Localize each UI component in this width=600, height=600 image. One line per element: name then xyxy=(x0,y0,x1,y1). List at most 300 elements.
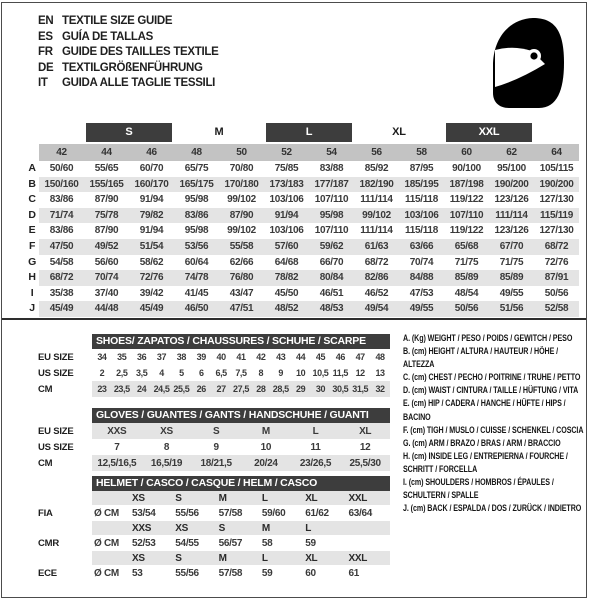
cell: 24,5 xyxy=(153,384,170,394)
size-band-spacer xyxy=(534,122,579,144)
size-row-b xyxy=(25,177,579,193)
cell: 53/54 xyxy=(132,507,156,519)
cell: 59/60 xyxy=(261,507,286,519)
size-row-a xyxy=(25,161,579,177)
size-value: 49/55 xyxy=(499,287,524,299)
size-row-j xyxy=(25,301,579,317)
cell: 13 xyxy=(375,368,385,378)
row-label-fia: FIA xyxy=(38,505,92,521)
cell: 30 xyxy=(315,384,326,394)
row-letter: I xyxy=(30,286,34,299)
size-value: 91/94 xyxy=(264,208,309,224)
size-value: 85/89 xyxy=(489,270,534,286)
size-header-42: 42 xyxy=(39,144,84,161)
size-value: 57/60 xyxy=(264,239,309,255)
size-value: 115/118 xyxy=(405,194,438,206)
header-spacer xyxy=(38,408,92,423)
size-value: 111/114 xyxy=(489,208,534,224)
cell: 23 xyxy=(97,384,107,394)
size-header-64: 64 xyxy=(534,144,579,161)
size-value: 119/122 xyxy=(449,194,484,206)
size-value: 71/74 xyxy=(39,208,84,224)
row-label-us-size: US SIZE xyxy=(38,365,92,381)
helmet-sizes-row-cmr xyxy=(38,521,390,535)
size-value: 55/58 xyxy=(219,239,264,255)
size-value: 87/95 xyxy=(409,163,434,174)
size-value: 103/106 xyxy=(269,194,304,206)
cell: 59 xyxy=(305,537,316,549)
legend-item-i: I. (cm) SHOULDERS / HOMBROS / ÉPAULES / SCHULTERN / SPALLE xyxy=(403,477,554,501)
row-label-eu-size: EU SIZE xyxy=(38,349,92,365)
size-band-m xyxy=(174,122,264,144)
size-value: 99/102 xyxy=(227,225,256,237)
language-code: DE xyxy=(38,61,54,74)
cell: 6,5 xyxy=(215,368,227,378)
size-value: 41/45 xyxy=(184,287,209,299)
size-value: 150/160 xyxy=(39,177,84,193)
cell: 7,5 xyxy=(235,368,247,378)
cell: 56/57 xyxy=(218,537,243,549)
row-label-cmr: CMR xyxy=(38,535,92,551)
size-value: 155/165 xyxy=(84,177,129,193)
cell: 11,5 xyxy=(332,368,349,378)
size-header-58: 58 xyxy=(399,144,444,161)
size-value: 87/90 xyxy=(94,225,119,237)
size-band-label: M xyxy=(214,126,224,138)
size-value: 91/94 xyxy=(139,194,164,206)
cell: 2 xyxy=(99,368,105,378)
size-value: 50/60 xyxy=(49,163,74,174)
size-band-xxl xyxy=(444,122,534,144)
cell: 63/64 xyxy=(348,507,373,519)
size-value: 95/100 xyxy=(497,163,526,174)
size-header-54: 54 xyxy=(309,144,354,161)
size-value: 45/50 xyxy=(274,287,299,299)
legend-item-f: F. (cm) TIGH / MUSLO / CUISSE / SCHENKEL / COSCIA xyxy=(403,424,584,435)
size-band-xl xyxy=(354,122,444,144)
size-value: 111/114 xyxy=(360,225,393,237)
cell: 4 xyxy=(159,368,164,378)
size-value: 107/110 xyxy=(314,225,349,237)
helmet-row-cmr xyxy=(38,535,390,551)
size-band-label: XL xyxy=(392,126,406,138)
cell: 6 xyxy=(198,368,204,378)
size-value: 127/130 xyxy=(539,225,574,237)
row-cm xyxy=(38,381,390,397)
size-value: 47/50 xyxy=(39,239,84,255)
cell: 18/21,5 xyxy=(200,457,232,469)
size-value: 87/91 xyxy=(534,270,579,286)
cell: 41 xyxy=(236,352,246,362)
size-value: 47/51 xyxy=(219,301,264,317)
cell: 23,5 xyxy=(113,384,130,394)
cell: 9 xyxy=(278,368,284,378)
cell: XXS xyxy=(107,425,127,437)
size-value: 51/56 xyxy=(489,301,534,317)
helmet-size-s: S xyxy=(175,552,182,564)
language-title: GUIDA ALLE TAGLIE TESSILI xyxy=(62,77,216,90)
size-value: 99/102 xyxy=(227,194,256,206)
cell: 60 xyxy=(305,567,316,579)
size-value: 44/48 xyxy=(84,301,129,317)
size-row-e xyxy=(25,223,579,239)
size-value: 84/88 xyxy=(399,270,444,286)
gloves-table-title: GLOVES / GUANTES / GANTS / HANDSCHUHE / GUANTI xyxy=(92,408,390,423)
row-letter: H xyxy=(28,271,36,284)
cell: 12 xyxy=(355,368,365,378)
spacer xyxy=(92,521,130,535)
language-title: GUÍA DE TALLAS xyxy=(62,30,153,43)
size-value: 80/84 xyxy=(309,270,354,286)
diameter-cm-label: Ø CM xyxy=(94,567,119,579)
language-code: IT xyxy=(38,77,48,90)
cell: 32 xyxy=(375,384,385,394)
band-letter-spacer xyxy=(25,122,39,144)
size-band-l xyxy=(264,122,354,144)
size-value: 72/76 xyxy=(544,256,569,268)
helmet-size-l: L xyxy=(261,492,268,504)
size-header-56: 56 xyxy=(354,144,399,161)
size-value: 115/118 xyxy=(405,225,438,237)
helmet-size-l: L xyxy=(261,552,268,564)
size-header-48: 48 xyxy=(174,144,219,161)
eu-size-header-row xyxy=(25,144,579,161)
textile-size-table xyxy=(25,122,579,317)
cell: 47 xyxy=(355,352,365,362)
helmet-size-l: L xyxy=(305,522,311,534)
size-value: 173/183 xyxy=(264,177,309,193)
cell: 45 xyxy=(315,352,326,362)
size-value: 47/53 xyxy=(409,287,434,299)
language-code: FR xyxy=(38,46,53,59)
size-row-h xyxy=(25,270,579,286)
header-spacer xyxy=(38,334,92,349)
cell: S xyxy=(212,425,220,437)
size-header-60: 60 xyxy=(444,144,489,161)
size-value: 54/58 xyxy=(49,256,74,268)
helmet-table-title: HELMET / CASCO / CASQUE / HELM / CASCO xyxy=(92,476,390,491)
size-header-52: 52 xyxy=(264,144,309,161)
size-value: 60/70 xyxy=(139,163,164,174)
row-label-eu-size: EU SIZE xyxy=(38,423,92,439)
section-divider xyxy=(2,318,586,320)
size-value: 103/106 xyxy=(399,208,444,224)
size-value: 72/76 xyxy=(129,270,174,286)
language-title: TEXTILE SIZE GUIDE xyxy=(62,15,173,27)
cell: 10,5 xyxy=(312,368,329,378)
size-band-label: XXL xyxy=(446,123,532,142)
size-header-62: 62 xyxy=(489,144,534,161)
size-value: 55/65 xyxy=(94,163,119,174)
cell: 57/58 xyxy=(218,507,243,519)
size-value: 111/114 xyxy=(360,194,393,206)
size-value: 85/92 xyxy=(364,163,389,174)
row-us-size xyxy=(38,365,390,381)
size-value: 123/126 xyxy=(494,225,529,237)
size-value: 83/88 xyxy=(319,163,344,174)
language-code: ES xyxy=(38,30,53,43)
cell: 10 xyxy=(295,368,306,378)
size-value: 59/62 xyxy=(309,239,354,255)
size-value: 70/80 xyxy=(229,163,254,174)
size-value: 165/175 xyxy=(174,177,219,193)
size-value: 76/80 xyxy=(219,270,264,286)
size-value: 49/52 xyxy=(84,239,129,255)
size-value: 56/60 xyxy=(94,256,119,268)
size-value: 99/102 xyxy=(354,208,399,224)
size-band-row xyxy=(25,122,579,144)
size-value: 190/200 xyxy=(534,177,579,193)
size-value: 71/75 xyxy=(499,256,524,268)
cell: 28,5 xyxy=(272,384,289,394)
cell: 5 xyxy=(179,368,184,378)
size-band-label: L xyxy=(266,123,352,142)
size-value: 95/98 xyxy=(184,194,209,206)
row-letter: J xyxy=(29,302,35,315)
gloves-table-header xyxy=(38,408,390,423)
size-row-d xyxy=(25,208,579,224)
cell: 27 xyxy=(216,384,226,394)
size-value: 170/180 xyxy=(219,177,264,193)
helmet-table-rows xyxy=(38,491,390,581)
cell: 39 xyxy=(196,352,206,362)
helmet-row-fia xyxy=(38,505,390,521)
size-value: 66/70 xyxy=(319,256,344,268)
size-value: 61/63 xyxy=(354,239,399,255)
cell: 46 xyxy=(335,352,345,362)
size-row-f xyxy=(25,239,579,255)
size-value: 75/78 xyxy=(84,208,129,224)
cell: 16,5/19 xyxy=(150,457,183,469)
cell: 37 xyxy=(156,352,167,362)
row-letter: D xyxy=(28,208,36,221)
shoes-table xyxy=(38,334,390,397)
row-us-size xyxy=(38,439,390,455)
row-cm xyxy=(38,455,390,471)
size-letter-spacer xyxy=(25,144,39,161)
header-spacer xyxy=(38,476,92,491)
size-value: 35/38 xyxy=(49,287,74,299)
cell: 59 xyxy=(261,567,273,579)
size-value: 177/187 xyxy=(309,177,354,193)
language-row-en xyxy=(38,14,219,30)
size-header-50: 50 xyxy=(219,144,264,161)
size-value: 74/78 xyxy=(174,270,219,286)
size-value: 115/119 xyxy=(534,208,579,224)
row-letter: A xyxy=(28,162,36,174)
gloves-table xyxy=(38,408,390,471)
size-value: 49/54 xyxy=(354,301,399,317)
cell: 42 xyxy=(256,352,266,362)
size-value: 65/75 xyxy=(184,163,209,174)
row-letter: E xyxy=(28,224,36,237)
cell: 61/62 xyxy=(305,507,329,519)
size-value: 190/200 xyxy=(489,177,534,193)
size-value: 50/56 xyxy=(544,287,569,299)
size-value: 83/86 xyxy=(49,194,74,206)
cell: 53 xyxy=(132,567,143,579)
size-value: 48/54 xyxy=(454,287,479,299)
cell: 2,5 xyxy=(116,368,128,378)
spacer xyxy=(92,491,130,505)
cell: 61 xyxy=(348,567,360,579)
size-value: 68/72 xyxy=(534,239,579,255)
helmet-size-xl: XL xyxy=(305,492,318,504)
cell: 43 xyxy=(276,352,286,362)
helmet-table xyxy=(38,476,390,581)
size-value: 60/64 xyxy=(184,256,209,268)
size-table-rows xyxy=(25,161,579,317)
cell: 38 xyxy=(176,352,186,362)
size-value: 71/75 xyxy=(454,256,479,268)
cell: 20/24 xyxy=(254,457,278,469)
size-value: 46/50 xyxy=(174,301,219,317)
spacer xyxy=(38,521,92,535)
helmet-size-xl: XL xyxy=(305,552,318,564)
helmet-sizes-row-ece xyxy=(38,551,390,565)
size-value: 65/68 xyxy=(444,239,489,255)
helmet-size-s: S xyxy=(218,522,225,534)
size-value: 39/42 xyxy=(139,287,164,299)
cell: 29 xyxy=(295,384,306,394)
cell: 34 xyxy=(97,352,107,362)
row-eu-size xyxy=(38,423,390,439)
helmet-table-header xyxy=(38,476,390,491)
size-value: 70/74 xyxy=(409,256,434,268)
cell: 8 xyxy=(258,368,264,378)
size-value: 49/55 xyxy=(399,301,444,317)
cell: 9 xyxy=(213,441,219,453)
helmet-row-ece xyxy=(38,565,390,581)
cell: 48 xyxy=(375,352,385,362)
size-value: 70/74 xyxy=(84,270,129,286)
size-value: 45/49 xyxy=(39,301,84,317)
cell: L xyxy=(312,425,319,437)
cell: M xyxy=(261,425,270,437)
helmet-size-xs: XS xyxy=(132,492,145,504)
cell: 36 xyxy=(137,352,147,362)
size-value: 78/82 xyxy=(264,270,309,286)
size-value: 68/72 xyxy=(364,256,389,268)
cell: XS xyxy=(160,425,173,437)
size-value: 37/40 xyxy=(94,287,119,299)
size-band-spacer xyxy=(39,122,84,144)
cell: 55/56 xyxy=(175,507,199,519)
cell: 7 xyxy=(114,441,120,453)
cell: 31,5 xyxy=(352,384,369,394)
legend-item-a: A. (Kg) WEIGHT / PESO / POIDS / GEWITCH / PESO xyxy=(403,333,573,343)
size-value: 87/90 xyxy=(219,208,264,224)
size-band-label: S xyxy=(86,123,172,142)
size-value: 43/47 xyxy=(229,287,254,299)
legend-item-c: C. (cm) CHEST / PECHO / POITRINE / TRUHE / PETTO xyxy=(403,372,581,383)
cell: 55/56 xyxy=(175,567,199,579)
size-value: 103/106 xyxy=(269,225,304,237)
size-value: 58/62 xyxy=(139,256,164,268)
helmet-size-xxl: XXL xyxy=(348,552,368,564)
size-header-46: 46 xyxy=(129,144,174,161)
helmet-icon xyxy=(487,17,567,109)
helmet-size-m: M xyxy=(218,552,227,564)
size-row-g xyxy=(25,255,579,271)
size-header-44: 44 xyxy=(84,144,129,161)
shoes-table-rows xyxy=(38,349,390,397)
row-label-cm: CM xyxy=(38,381,92,397)
language-row-de xyxy=(38,61,219,77)
language-title: TEXTILGRÖßENFÜHRUNG xyxy=(62,61,203,74)
size-value: 82/86 xyxy=(354,270,399,286)
helmet-size-s: S xyxy=(175,492,182,504)
cell: 12,5/16,5 xyxy=(97,457,137,469)
size-row-i xyxy=(25,286,579,302)
size-value: 68/72 xyxy=(39,270,84,286)
size-value: 123/126 xyxy=(494,194,529,206)
size-value: 107/110 xyxy=(444,208,489,224)
size-value: 107/110 xyxy=(314,194,349,206)
legend-item-g: G. (cm) ARM / BRAZO / BRAS / ARM / BRACCIO xyxy=(403,437,561,448)
cell: 58 xyxy=(261,537,273,549)
gloves-table-rows xyxy=(38,423,390,471)
diameter-cm-label: Ø CM xyxy=(94,507,119,519)
shoes-table-title: SHOES/ ZAPATOS / CHAUSSURES / SCHUHE / SCARPE xyxy=(92,334,390,349)
size-value: 87/90 xyxy=(94,194,119,206)
legend-item-j: J. (cm) BACK / ESPALDA / DOS / ZURÜCK / INDIETRO xyxy=(403,503,582,514)
size-value: 50/56 xyxy=(444,301,489,317)
size-value: 75/85 xyxy=(274,163,299,174)
cell: 27,5 xyxy=(233,384,249,394)
cell: 10 xyxy=(260,441,272,453)
helmet-size-xxl: XXL xyxy=(348,492,368,504)
size-value: 48/53 xyxy=(309,301,354,317)
row-eu-size xyxy=(38,349,390,365)
legend-item-e: E. (cm) HIP / CADERA / HANCHE / HÜFTE / HIPS / BACINO xyxy=(403,398,566,422)
language-row-fr xyxy=(38,45,219,61)
size-value: 85/89 xyxy=(444,270,489,286)
size-value: 90/100 xyxy=(452,163,481,174)
language-row-es xyxy=(38,30,219,46)
cell: 44 xyxy=(295,352,306,362)
size-value: 127/130 xyxy=(539,194,574,206)
size-value: 105/115 xyxy=(539,163,574,174)
size-value: 95/98 xyxy=(184,225,209,237)
size-row-c xyxy=(25,192,579,208)
size-value: 185/195 xyxy=(399,177,444,193)
shoes-table-header xyxy=(38,334,390,349)
cell: 11 xyxy=(310,441,321,453)
size-value: 83/86 xyxy=(174,208,219,224)
cell: 52/53 xyxy=(132,537,156,549)
legend-item-b: B. (cm) HEIGHT / ALTURA / HAUTEUR / HÖHE / ALTEZZA xyxy=(403,346,559,370)
size-value: 51/54 xyxy=(129,239,174,255)
cell: 57/58 xyxy=(218,567,243,579)
helmet-size-xs: XS xyxy=(132,552,145,564)
cell: 40 xyxy=(216,352,226,362)
helmet-size-xxs: XXS xyxy=(132,522,152,534)
size-band-s xyxy=(84,122,174,144)
spacer xyxy=(92,551,130,565)
language-title: GUIDE DES TAILLES TEXTILE xyxy=(62,46,219,59)
language-code: EN xyxy=(38,15,54,27)
language-list xyxy=(38,14,219,92)
size-value: 67/70 xyxy=(489,239,534,255)
row-letter: G xyxy=(28,255,36,268)
cell: 25,5 xyxy=(173,384,190,394)
language-row-it xyxy=(38,76,219,92)
size-value: 187/198 xyxy=(444,177,489,193)
cell: 8 xyxy=(163,441,170,453)
row-label-cm: CM xyxy=(38,455,92,471)
row-letter: B xyxy=(28,177,36,190)
